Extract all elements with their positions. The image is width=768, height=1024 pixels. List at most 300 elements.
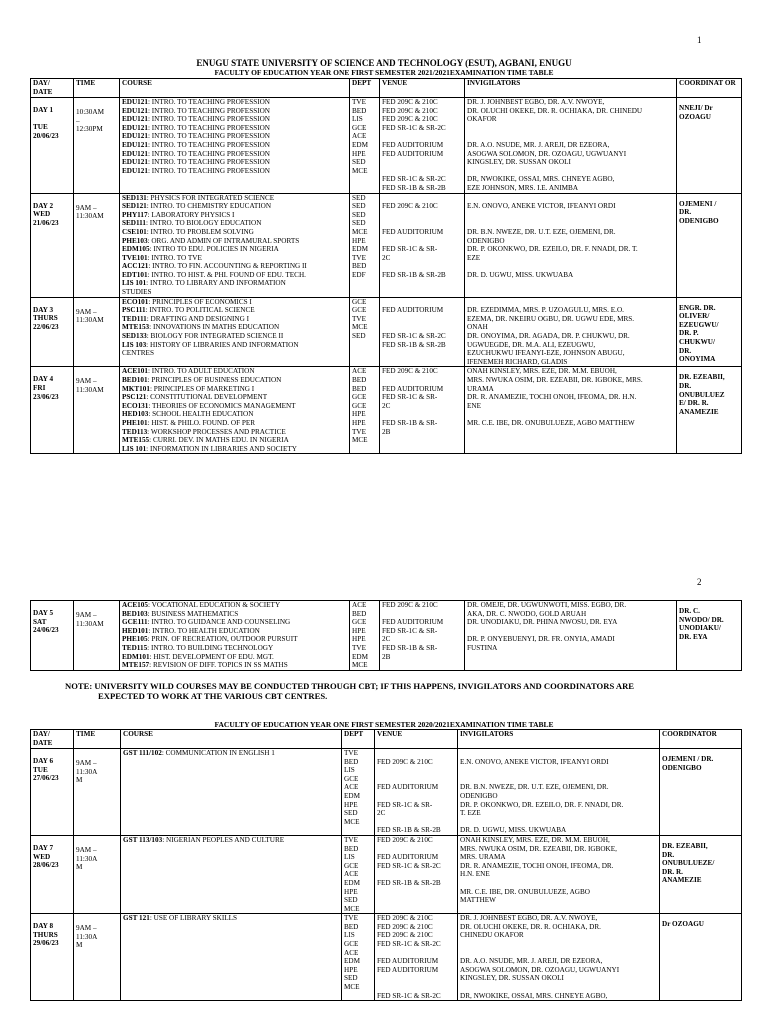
course-code: TED115 (122, 643, 148, 652)
dept-line: HPE (352, 626, 366, 635)
day-row (31, 749, 742, 836)
coordinator-cell (660, 749, 742, 836)
invigilator-line: E.N. ONOVO, ANEKE VICTOR, IFEANYI ORDI (460, 757, 609, 766)
invigilator-line: DR. OLUCHI OKEKE, DR. R. OCHIAKA, DR. CHINEDU (467, 106, 643, 115)
coordinator-line: Dr OZOAGU (662, 920, 704, 929)
timetable-page1 (30, 78, 742, 454)
venue-line: FED 209C & 210C (377, 757, 433, 766)
venue-line: FED AUDITORIUM (382, 384, 444, 393)
day-date-line: FRI (33, 384, 46, 392)
day-date-line: DAY 8 (33, 922, 54, 931)
time-cell (74, 601, 120, 671)
invigilator-line: ASOGWA SOLOMON, DR. OZOAGU, UGWUANYI (460, 965, 620, 974)
dept-line: GCE (344, 940, 359, 949)
venue-cell (380, 601, 465, 671)
invigilator-line: OKAFOR (467, 115, 497, 124)
day-row (31, 297, 742, 367)
dept-line: MCE (352, 166, 368, 175)
venue-line (377, 983, 455, 992)
dept-line: HPE (352, 418, 366, 427)
course-title: : INTRO. TO TEACHING PROFESSION (147, 166, 270, 175)
venue-line: FED SR-1B & SR-2B (377, 826, 441, 835)
column-header: INVIGILATORS (458, 730, 660, 749)
course-title: : ORG. AND ADMIN OF INTRAMURAL SPORTS (147, 236, 300, 245)
venue-line: FED AUDITORIUM (377, 957, 439, 966)
day-date-line: TUE (33, 765, 48, 774)
venue-line: FED 209C & 210C (382, 367, 438, 376)
dept-line: ACE (344, 783, 359, 792)
course-code: MTE153 (122, 323, 150, 332)
venue-line (382, 298, 462, 307)
venue-line: 2C (382, 401, 391, 410)
course-title: : BUSINESS MATHEMATICS (147, 609, 239, 618)
dept-line: TVE (352, 98, 366, 106)
venue-line: FED 209C & 210C (377, 835, 433, 844)
course-item (122, 349, 347, 358)
day-cell (31, 914, 74, 1001)
dept-line: TVE (344, 835, 358, 844)
course-title: : DRAFTING AND DESIGNING I (146, 314, 249, 323)
invigilator-line (467, 167, 674, 176)
invigilator-line: EZUCHUKWU IFEANYI-EZE, JOHNSON ABUGU, (467, 349, 625, 358)
invigilator-line: ODENIGBO (460, 791, 498, 800)
venue-line: 2B (382, 427, 391, 436)
coordinator-line: DR. (679, 346, 692, 355)
venue-cell (375, 914, 458, 1001)
course-code: EDU121 (122, 106, 148, 115)
invigilators-cell (465, 98, 677, 194)
invigilator-line: MR. C.E. IBE, DR. ONUBULUEZE, AGBO (460, 887, 590, 896)
venue-line (382, 237, 462, 246)
invigilator-line: URAMA (467, 384, 494, 393)
invigilator-line: DR, NWOKIKE, OSSAI, MRS. CHNEYE AGBO, (460, 991, 608, 1000)
course-code: SED131 (122, 193, 147, 202)
invigilator-line: DR. D. UGWU, MISS. UKWUABA (467, 270, 574, 279)
document-subtitle-2: FACULTY OF EDUCATION YEAR ONE FIRST SEMESTER 2020/2021EXAMINATION TIME TABLE (214, 720, 554, 729)
course-code: GST 113/103 (123, 835, 163, 844)
time-line: 11:30AM (76, 386, 104, 394)
dept-line: LIS (344, 766, 355, 775)
course-title: : PRINCIPLES OF ECONOMICS I (148, 297, 252, 306)
venue-line: FED SR-1C & SR- (382, 393, 438, 402)
invigilator-line (460, 949, 657, 958)
coordinator-line: DR. C. (679, 607, 700, 615)
course-item (122, 332, 347, 341)
column-header: COORDINAT OR (677, 79, 742, 98)
venue-cell (380, 193, 465, 297)
dept-line: SED (344, 974, 358, 983)
day-cell (31, 193, 74, 297)
day-date-line: DAY 7 (33, 843, 54, 852)
course-title: : VOCATIONAL EDUCATION & SOCIETY (147, 601, 281, 609)
invigilator-line: FUSTINA (467, 643, 498, 652)
dept-cell (342, 749, 375, 836)
course-item (122, 341, 347, 350)
day-date-line: 22/06/23 (33, 322, 59, 331)
invigilators-cell (458, 835, 660, 913)
day-row (31, 914, 742, 1001)
invigilator-line (460, 818, 657, 827)
invigilator-line (467, 194, 674, 203)
invigilator-line: ONAH KINSLEY, MRS. EZE, DR. M.M. EBUOH, (460, 835, 610, 844)
venue-line (377, 749, 455, 758)
course-item (122, 107, 347, 116)
time-line: 9AM – (76, 759, 97, 767)
time-line: 9AM – (76, 203, 97, 212)
course-item (122, 124, 347, 133)
venue-line: FED AUDITORIUM (382, 306, 444, 315)
coordinator-line: ANAMEZIE (679, 407, 719, 416)
invigilator-line: DR. J. JOHNBEST EGBO, DR. A.V. NWOYE, (467, 98, 605, 106)
time-line: M (76, 863, 83, 872)
invigilator-line (460, 983, 657, 992)
dept-line: ACE (352, 367, 367, 376)
day-date-line: WED (33, 852, 51, 861)
coordinator-cell (677, 601, 742, 671)
time-line: 11:30A (76, 854, 98, 863)
dept-line: BED (344, 757, 359, 766)
coordinator-line: OJEMENI / DR. (662, 755, 714, 763)
venue-line (377, 766, 455, 775)
invigilator-line: DR. P. ONYEBUENYI, DR. FR. ONYIA, AMADI (467, 635, 615, 644)
course-item (122, 158, 347, 167)
dept-line: TVE (352, 643, 366, 652)
coordinator-cell (677, 367, 742, 454)
column-header: TIME (74, 79, 120, 98)
course-code: ECO101 (122, 297, 149, 306)
dept-line: TVE (344, 749, 358, 757)
invigilator-line (467, 124, 674, 133)
course-code: GCE111 (122, 618, 148, 627)
time-line: – (76, 116, 80, 125)
invigilators-cell (458, 914, 660, 1001)
course-item (122, 618, 347, 627)
dept-line: MCE (344, 904, 360, 913)
day-cell (31, 749, 74, 836)
dept-line: EDM (344, 957, 360, 966)
course-item (123, 914, 339, 923)
day-row (31, 193, 742, 297)
invigilator-line (460, 775, 657, 784)
venue-line (382, 158, 462, 167)
course-title: : WORKSHOP PROCESSES AND PRACTICE (147, 427, 286, 436)
course-title: : INTRO. TO TEACHING PROFESSION (147, 158, 270, 167)
day-date-line: 29/06/23 (33, 939, 59, 948)
day-date-line: 20/06/23 (33, 131, 59, 140)
course-code: EDT101 (122, 270, 148, 279)
invigilator-line: DR. OMEJE, DR. UGWUNWOTI, MISS. EGBO, DR. (467, 601, 627, 609)
course-item (123, 749, 339, 758)
course-title: CENTRES (122, 349, 154, 358)
dept-line: HPE (344, 965, 358, 974)
invigilator-line: KINGSLEY, DR. SUSSAN OKOLI (460, 974, 564, 983)
dept-line: BED (352, 106, 367, 115)
coordinator-line: DR. EZEABII, (679, 373, 725, 382)
course-item (122, 315, 347, 324)
course-title: : INTRO. TO TEACHING PROFESSION (147, 149, 270, 158)
cbt-note (65, 681, 705, 701)
course-item (122, 410, 347, 419)
time-cell (74, 914, 121, 1001)
course-code: PSC111 (122, 306, 146, 315)
day-date-line (33, 115, 71, 124)
invigilator-line: DR. EZEDIMMA, MRS. P. UZOAGULU, MRS. E.O. (467, 306, 624, 315)
venue-line (377, 949, 455, 958)
course-item (122, 279, 347, 288)
course-item (122, 428, 347, 437)
dept-line: TVE (352, 314, 366, 323)
coordinator-line: ONUBULUEZ (679, 390, 725, 399)
course-code: ACE101 (122, 367, 148, 376)
dept-line: GCE (344, 774, 359, 783)
invigilator-line: DR. A.O. NSUDE, MR. J. AREJI, DR EZEORA, (460, 957, 603, 966)
time-cell (74, 98, 120, 194)
venue-line: FED AUDITORIUM (377, 965, 439, 974)
course-item (122, 150, 347, 159)
venue-line: 2C (382, 253, 391, 262)
venue-line (377, 845, 455, 854)
course-code: EDU121 (122, 158, 148, 167)
invigilator-line: IFENEMEH RICHARD, GLADIS (467, 357, 568, 366)
course-item (122, 141, 347, 150)
dept-line: HPE (352, 410, 366, 419)
dept-line: LIS (344, 931, 355, 940)
dept-cell (350, 98, 380, 194)
venue-line (382, 262, 462, 271)
invigilators-cell (465, 367, 677, 454)
course-code: EDU121 (122, 149, 148, 158)
dept-line: GCE (352, 618, 367, 627)
day-date-line: DAY 1 (33, 106, 54, 114)
venue-cell (380, 367, 465, 454)
invigilator-line (460, 940, 657, 949)
column-header: DAY/ DATE (31, 730, 74, 749)
venue-line: FED 209C & 210C (377, 922, 433, 931)
dept-line: EDF (352, 270, 366, 279)
dept-line: LIS (352, 115, 363, 124)
dept-cell (350, 601, 380, 671)
note-line-1: NOTE: UNIVERSITY WILD COURSES MAY BE CONDUCTED THROUGH CBT; IF THIS HAPPENS, INVIGILATORS AND COORDINATORS ARE (65, 681, 635, 691)
course-title: : SCHOOL HEALTH EDUCATION (148, 410, 254, 419)
course-code: TVE101 (122, 253, 148, 262)
dept-line: EDM (344, 791, 360, 800)
venue-line (382, 211, 462, 220)
venue-cell (375, 749, 458, 836)
table-header-row-2 (31, 730, 742, 749)
page-number: 1 (697, 35, 702, 45)
dept-cell (350, 193, 380, 297)
course-title: : NIGERIAN PEOPLES AND CULTURE (162, 835, 285, 844)
time-line: 12:30PM (76, 125, 103, 134)
course-cell (121, 914, 342, 1001)
course-item (122, 211, 347, 220)
course-code: EDU121 (122, 132, 148, 141)
course-item (122, 627, 347, 636)
venue-line (382, 194, 462, 203)
coordinator-line: ODENIGBO (662, 763, 702, 772)
venue-line: 2C (382, 635, 391, 644)
course-item (122, 202, 347, 211)
dept-line: GCE (352, 401, 367, 410)
column-header: DAY/ DATE (31, 79, 74, 98)
invigilator-line: DR. B.N. NWEZE, DR. U.T. EZE, OJEMENI, DR. (460, 783, 609, 792)
invigilator-line: DR. D. UGWU, MISS. UKWUABA (460, 826, 567, 835)
venue-cell (380, 297, 465, 367)
invigilators-cell (458, 749, 660, 836)
venue-line: FED SR-1C & SR-2C (377, 991, 441, 1000)
dept-line: SED (352, 219, 366, 228)
course-code: EDM105 (122, 245, 150, 254)
course-item (122, 653, 347, 662)
course-title: : INTRO. TO TEACHING PROFESSION (147, 115, 270, 124)
course-code: PHE105 (122, 635, 148, 644)
coordinator-line: ENGR. DR. (679, 303, 716, 312)
invigilator-line (460, 766, 657, 775)
course-item (122, 132, 347, 141)
course-title: STUDIES (122, 288, 152, 297)
column-header: COURSE (121, 730, 342, 749)
course-title: : INTRO. TO FIN. ACCOUNTING & REPORTING II (148, 262, 307, 271)
invigilator-line: MRS. URAMA (460, 853, 506, 862)
invigilator-line: H.N. ENE (460, 870, 490, 879)
dept-line: GCE (352, 393, 367, 402)
course-item (122, 661, 347, 670)
venue-line: 2B (382, 652, 391, 661)
course-item (122, 445, 347, 454)
course-title: : INTRO. TO HEALTH EDUCATION (148, 626, 260, 635)
timetable-page2-day5 (30, 600, 742, 671)
course-code: TED111 (122, 314, 147, 323)
venue-line (377, 818, 455, 827)
coordinator-line: DR. (679, 208, 692, 217)
course-code: LIS 101 (122, 279, 147, 288)
course-title: : INTRO. TO TEACHING PROFESSION (147, 106, 270, 115)
course-code: PHY117 (122, 210, 148, 219)
invigilator-line: AKA, DR. C. NWODO, GOLD ARUAH (467, 609, 587, 618)
day-cell (31, 601, 74, 671)
dept-line: LIS (344, 853, 355, 862)
dept-line: TVE (352, 253, 366, 262)
dept-line: BED (344, 922, 359, 931)
column-header: TIME (74, 730, 121, 749)
coordinator-cell (677, 98, 742, 194)
course-code: LIS 103 (122, 340, 147, 349)
table-header-row (31, 79, 742, 98)
invigilator-line: DR. R. ANAMEZIE, TOCHI ONOH, IFEOMA, DR. (460, 861, 614, 870)
coordinator-line: EZEUGWU/ (679, 320, 719, 329)
venue-line: FED 209C & 210C (382, 601, 438, 609)
invigilator-line: DR. R. ANAMEZIE, TOCHI ONOH, IFEOMA, DR. H.N. (467, 393, 637, 402)
dept-line: MCE (352, 227, 368, 236)
course-item (122, 254, 347, 263)
dept-line: ACE (344, 948, 359, 957)
venue-line (382, 410, 462, 419)
time-line: 11:30A (76, 767, 98, 776)
invigilator-line: DR, NWOKIKE, OSSAI, MRS. CHNEYE AGBO, (467, 175, 615, 184)
coordinator-line: OJEMENI / (679, 199, 717, 208)
coordinator-line: NNEJI/ Dr (679, 104, 713, 112)
venue-line: FED AUDITORIUM (382, 227, 444, 236)
dept-line: HPE (352, 236, 366, 245)
course-item (122, 98, 347, 107)
course-title: : INFORMATION IN LIBRARIES AND SOCIETY (146, 444, 297, 453)
invigilators-cell (465, 297, 677, 367)
dept-line: BED (352, 262, 367, 271)
course-code: PSC121 (122, 393, 147, 402)
dept-line: SED (344, 809, 358, 818)
coordinator-line: DR. R. (662, 867, 683, 876)
course-code: GST 111/102 (123, 749, 162, 757)
course-code: MTE155 (122, 436, 150, 445)
course-item (122, 262, 347, 271)
course-code: BED101 (122, 376, 148, 384)
invigilator-line: DR. UNODIAKU, DR. PHINA NWOSU, DR. EYA (467, 618, 618, 627)
course-code: EDU121 (122, 166, 148, 175)
course-cell (120, 601, 350, 671)
venue-line (382, 219, 462, 228)
dept-line: EDM (352, 140, 368, 149)
venue-line: FED SR-1B & SR-2B (382, 270, 446, 279)
course-title: : INTRO. TO TEACHING PROFESSION (147, 140, 270, 149)
document-subtitle: FACULTY OF EDUCATION YEAR ONE FIRST SEMESTER 2021/2021EXAMINATION TIME TABLE (214, 68, 554, 77)
dept-line: BED (352, 609, 367, 618)
course-item (122, 402, 347, 411)
dept-line: HPE (352, 149, 366, 158)
dept-line: ACE (352, 132, 367, 141)
invigilator-line: KINGSLEY, DR. SUSSAN OKOLI (467, 158, 571, 167)
time-line: 11:30AM (76, 316, 104, 325)
coordinator-line: ODENIGBO (679, 216, 719, 225)
invigilator-line: E.N. ONOVO, ANEKE VICTOR, IFEANYI ORDI (467, 202, 616, 211)
time-cell (74, 367, 120, 454)
day-cell (31, 297, 74, 367)
invigilator-line: CHINEDU OKAFOR (460, 931, 524, 940)
day-date-line: 27/06/23 (33, 774, 59, 783)
venue-line: FED AUDITORIUM (377, 783, 439, 792)
dept-line: SED (352, 202, 366, 211)
invigilator-line (467, 219, 674, 228)
invigilator-line: DR. P. OKONKWO, DR. EZEILO, DR. F. NNADI, DR. (460, 800, 624, 809)
invigilator-line: DR. J. JOHNBEST EGBO, DR. A.V. NWOYE, (460, 914, 598, 923)
course-item (122, 115, 347, 124)
invigilator-line: ONAH (467, 323, 488, 332)
dept-line: MCE (352, 323, 368, 332)
dept-line: ACE (344, 870, 359, 879)
course-title: : COMMUNICATION IN ENGLISH 1 (161, 749, 275, 757)
course-title: : INTRO. TO TVE (147, 253, 202, 262)
venue-line (377, 792, 455, 801)
invigilator-line: MR. C.E. IBE, DR. ONUBULUEZE, AGBO MATTHEW (467, 418, 635, 427)
day-date-line: 23/06/23 (33, 392, 59, 401)
course-cell (120, 98, 350, 194)
course-item (122, 245, 347, 254)
coordinator-cell (660, 914, 742, 1001)
venue-line: FED SR-1C & SR- (377, 800, 433, 809)
course-code: HED103 (122, 410, 149, 419)
column-header: VENUE (380, 79, 465, 98)
venue-line (382, 376, 462, 385)
dept-line: MCE (352, 661, 368, 670)
coordinator-line: ANAMEZIE (662, 876, 702, 885)
venue-line (377, 870, 455, 879)
time-cell (74, 193, 120, 297)
dept-line: MCE (344, 817, 360, 826)
day-cell (31, 98, 74, 194)
day-row (31, 98, 742, 194)
venue-cell (380, 98, 465, 194)
venue-line: FED SR-1B & SR-2B (382, 340, 446, 349)
day-date-line: WED (33, 210, 51, 219)
